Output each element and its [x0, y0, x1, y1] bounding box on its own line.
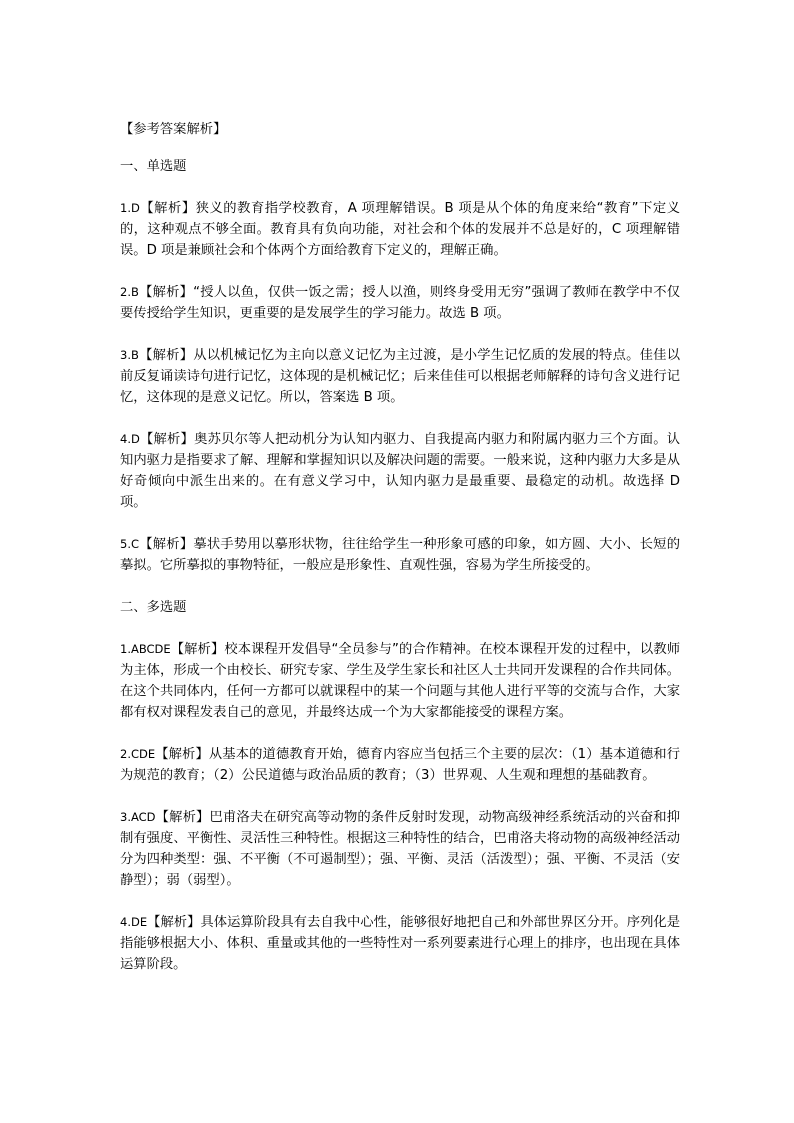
answer-number: 2.B [120, 285, 139, 299]
answer-item [120, 534, 680, 576]
section-heading-multiple-choice: 二、多选题 [120, 600, 187, 615]
analysis-tag: 【解析】 [170, 642, 225, 657]
analysis-tag: 【解析】 [139, 201, 196, 216]
answer-document [120, 119, 680, 975]
answer-item [120, 345, 680, 408]
answer-number: 5.C [120, 537, 140, 551]
analysis-tag: 【解析】 [155, 747, 209, 762]
answer-number: 4.DE [120, 915, 148, 929]
section-heading-single-choice: 一、单选题 [120, 159, 187, 174]
analysis-text: 具体运算阶段具有去自我中心性，能够很好地把自己和外部世界区分开。序列化是指能够根据大小、体积、重量或其他的一些特性对一系列要素进行心理上的排序，也出现在具体运算阶段。 [120, 915, 681, 972]
analysis-text: 摹状手势用以摹形状物，往往给学生一种形象可感的印象，如方圆、大小、长短的摹拟。它所摹拟的事物特征，一般应是形象性、直观性强，容易为学生所接受的。 [120, 537, 681, 573]
answer-item [120, 807, 680, 891]
analysis-tag: 【解析】 [138, 348, 194, 363]
analysis-text: 奥苏贝尔等人把动机分为认知内驱力、自我提高内驱力和附属内驱力三个方面。认知内驱力是指要求了解、理解和掌握知识以及解决问题的需要。一般来说，这种内驱力大多是从好奇倾向中派生出来的。在有意义学习中，认知内驱力是最重要、最稳定的动机。故选择 D 项。 [120, 432, 681, 510]
analysis-text: 狭义的教育指学校教育，A 项理解错误。B 项是从个体的角度来给“教育”下定义的，这种观点不够全面。教育具有负向功能，对社会和个体的发展并不总是好的，C 项理解错误。D 项是兼顾社会和个体两个方面给教育下定义的，理解正确。 [120, 201, 681, 258]
answer-number: 1.ABCDE [120, 642, 171, 656]
analysis-tag: 【解析】 [139, 432, 195, 447]
analysis-tag: 【解析】 [147, 915, 201, 930]
analysis-text: “授人以鱼，仅供一饭之需；授人以渔，则终身受用无穷”强调了教师在教学中不仅要传授给学生知识，更重要的是发展学生的学习能力。故选 B 项。 [120, 285, 681, 321]
answer-item [120, 282, 680, 324]
answer-number: 2.CDE [120, 747, 156, 761]
analysis-tag: 【解析】 [139, 537, 194, 552]
answer-number: 3.ACD [120, 810, 156, 824]
answer-item [120, 639, 680, 723]
analysis-text: 从基本的道德教育开始，德育内容应当包括三个主要的层次：（1）基本道德和行为规范的教育；（2）公民道德与政治品质的教育；（3）世界观、人生观和理想的基础教育。 [120, 747, 680, 783]
analysis-tag: 【解析】 [155, 810, 210, 825]
analysis-text: 校本课程开发倡导“全员参与”的合作精神。在校本课程开发的过程中，以教师为主体，形成一个由校长、研究专家、学生及学生家长和社区人士共同开发课程的合作共同体。在这个共同体内，任何一方都可以就课程中的某一个问题与其他人进行平等的交流与合作，大家都有权对课程发表自己的意见，并最终达成一个为大家都能接受的课程方案。 [120, 642, 681, 720]
answer-item [120, 744, 680, 786]
answer-number: 4.D [120, 432, 140, 446]
answer-item [120, 198, 680, 261]
answer-number: 3.B [120, 348, 139, 362]
answer-item [120, 912, 680, 975]
answer-item [120, 429, 680, 513]
document-title: 【参考答案解析】 [120, 122, 227, 137]
answer-number: 1.D [120, 201, 140, 215]
analysis-text: 从以机械记忆为主向以意义记忆为主过渡，是小学生记忆质的发展的特点。佳佳以前反复诵读诗句进行记忆，这体现的是机械记忆；后来佳佳可以根据老师解释的诗句含义进行记忆，这体现的是意义记忆。所以，答案选 B 项。 [120, 348, 680, 405]
analysis-tag: 【解析】 [138, 285, 194, 300]
analysis-text: 巴甫洛夫在研究高等动物的条件反射时发现，动物高级神经系统活动的兴奋和抑制有强度、平衡性、灵活性三种特性。根据这三种特性的结合，巴甫洛夫将动物的高级神经活动分为四种类型：强、不平衡（不可遏制型）；强、平衡、灵活（活泼型）；强、平衡、不灵活（安静型）；弱（弱型）。 [120, 810, 681, 888]
